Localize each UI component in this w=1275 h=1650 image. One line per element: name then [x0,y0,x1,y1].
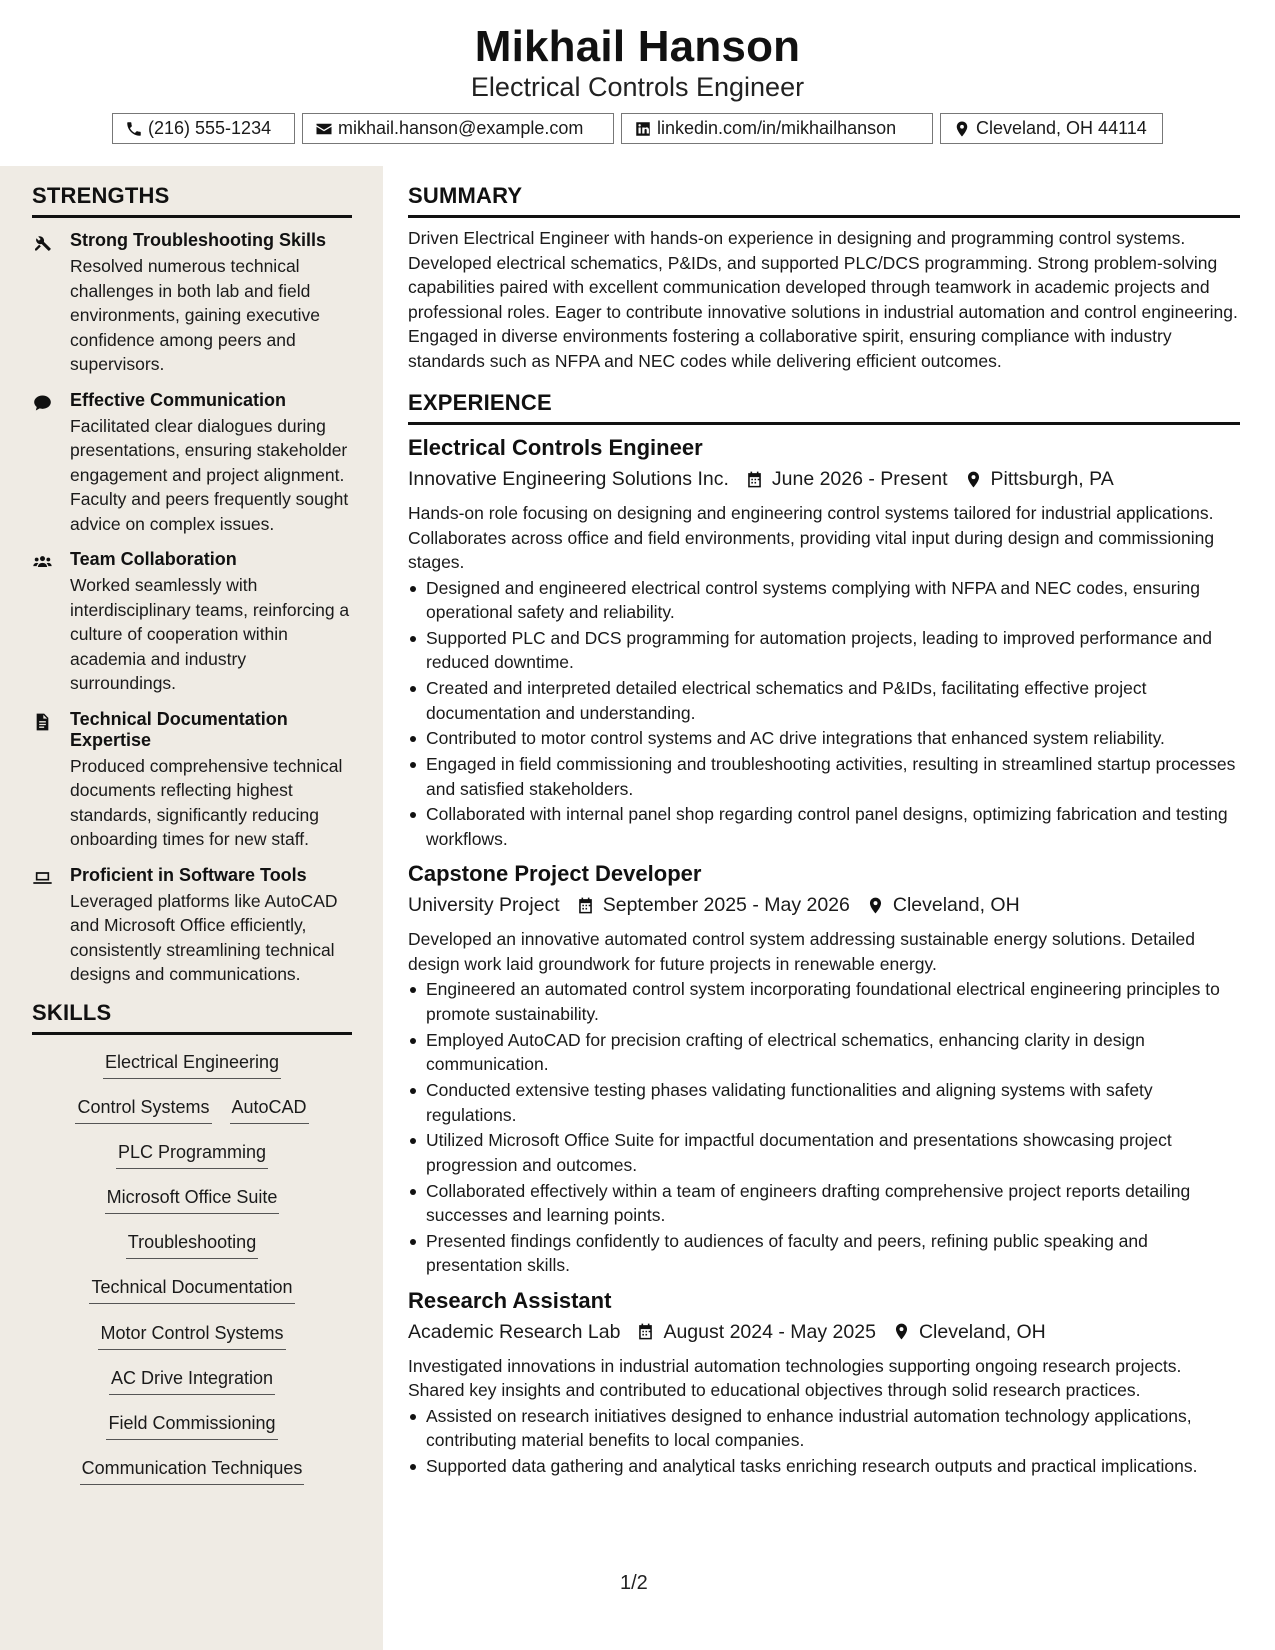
job-location: Pittsburgh, PA [990,468,1114,490]
strength-item [32,709,352,852]
job-entry [408,859,1240,1277]
strength-desc: Produced comprehensive technical documents reflecting highest standards, significantly reducing onboarding times for new staff. [70,755,343,849]
job-company: University Project [408,894,560,917]
contact-phone-text: (216) 555-1234 [148,118,272,138]
strength-item [32,390,352,537]
phone-icon [125,120,143,138]
job-entry [408,433,1240,851]
strength-desc: Resolved numerous technical challenges in both lab and field environments, gaining executive confidence among peers and supervisors. [70,256,321,374]
summary-heading: SUMMARY [408,183,1240,218]
skill-tag: Microsoft Office Suite [105,1185,280,1214]
strengths-heading: STRENGTHS [32,183,352,218]
job-bullet: Collaborated with internal panel shop regarding control panel designs, optimizing fabrication and testing workflows. [408,802,1240,851]
skill-tag: Technical Documentation [89,1275,294,1304]
skill-tag: AutoCAD [230,1095,309,1124]
job-description: Hands-on role focusing on designing and engineering control systems tailored for industrial applications. Collaborates across office and field environments, providing vital input during design and commissioning stages. [408,503,1215,572]
job-bullet: Presented findings confidently to audiences of faculty and peers, refining public speaking and presentation skills. [408,1229,1240,1278]
job-bullet: Employed AutoCAD for precision crafting of electrical schematics, enhancing clarity in design communication. [408,1028,1240,1077]
contact-phone[interactable] [112,113,295,144]
strength-desc: Facilitated clear dialogues during presentations, ensuring stakeholder engagement and project alignment. Faculty and peers frequently sought advice on complex issues. [70,415,349,534]
job-bullets [408,1404,1240,1479]
job-location: Cleveland, OH [892,894,1020,917]
page-number: 1/2 [620,1572,648,1594]
laptop-icon [32,868,53,888]
sidebar [0,166,383,1650]
contact-location [940,113,1163,144]
team-icon [32,552,53,572]
contact-email-text: mikhail.hanson@example.com [338,118,584,138]
candidate-title: Electrical Controls Engineer [470,72,805,102]
strength-title: Effective Communication [70,389,287,410]
job-location: Cleveland, OH [918,1320,1046,1343]
job-description: Investigated innovations in industrial automation technologies supporting ongoing research projects. Shared key insights and contributed to educational objectives through solid research practices. [408,1355,1182,1401]
job-dates: August 2024 - May 2025 [663,1320,876,1343]
skill-tag: Motor Control Systems [98,1321,285,1350]
contact-linkedin-text: linkedin.com/in/mikhailhanson [657,118,897,138]
strength-item [32,549,352,696]
candidate-name: Mikhail Hanson [474,22,801,71]
map-pin-icon [892,1322,911,1341]
strength-title: Team Collaboration [70,549,237,569]
job-bullet: Conducted extensive testing phases validating functionalities and aligning systems with safety regulations. [408,1078,1240,1127]
calendar-icon [576,896,595,915]
job-dates: September 2025 - May 2026 [602,894,850,917]
job-company: Innovative Engineering Solutions Inc. [408,468,729,490]
skill-tag: Communication Techniques [80,1456,305,1485]
job-company: Academic Research Lab [408,1320,621,1343]
job-bullet: Created and interpreted detailed electrical schematics and P&IDs, facilitating effective project documentation and understanding. [408,676,1240,725]
skill-tag: AC Drive Integration [109,1366,275,1395]
strength-desc: Worked seamlessly with interdisciplinary teams, reinforcing a culture of cooperation within academia and industry surroundings. [70,575,350,693]
calendar-icon [636,1322,655,1341]
contact-bar [0,113,1275,144]
strengths-list [32,230,352,987]
job-bullet: Contributed to motor control systems and AC drive integrations that enhanced system reliability. [408,726,1240,751]
envelope-icon [315,120,333,138]
linkedin-icon [634,120,652,138]
strength-item [32,230,352,377]
map-pin-icon [953,120,971,138]
strength-title: Technical Documentation Expertise [70,708,288,750]
contact-linkedin[interactable] [621,113,933,144]
skill-tag: Field Commissioning [106,1411,277,1440]
job-bullet: Utilized Microsoft Office Suite for impactful documentation and presentations showcasing project progression and outcomes. [408,1128,1240,1177]
map-pin-icon [866,896,885,915]
job-bullet: Designed and engineered electrical control systems complying with NFPA and NEC codes, ensuring operational safety and reliability. [408,576,1240,625]
strength-item [32,865,352,987]
job-bullet: Supported PLC and DCS programming for automation projects, leading to improved performance and reduced downtime. [408,626,1240,675]
contact-location-text: Cleveland, OH 44114 [976,118,1147,138]
job-bullets [408,977,1240,1277]
job-title: Electrical Controls Engineer [408,435,703,460]
speech-bubble-icon [32,393,53,413]
job-dates: June 2026 - Present [771,468,948,490]
experience-heading: EXPERIENCE [408,390,1240,425]
main-content [408,166,1240,1480]
job-bullet: Engaged in field commissioning and troubleshooting activities, resulting in streamlined startup processes and satisfied stakeholders. [408,752,1240,801]
job-title: Capstone Project Developer [408,861,702,887]
resume-header [0,0,1275,166]
skill-tag: PLC Programming [116,1140,268,1169]
job-description: Developed an innovative automated control system addressing sustainable energy solutions. Detailed design work laid groundwork for future projects in renewable energy. [408,929,1195,974]
skills-heading: SKILLS [32,1000,352,1035]
skills-list [32,1050,352,1502]
skill-tag: Control Systems [75,1095,211,1124]
job-bullet: Supported data gathering and analytical tasks enriching research outputs and practical implications. [408,1454,1240,1479]
strength-desc: Leveraged platforms like AutoCAD and Microsoft Office efficiently, consistently streamlining technical designs and communications. [70,890,338,984]
skill-tag: Electrical Engineering [103,1050,281,1079]
map-pin-icon [964,470,983,489]
calendar-icon [745,470,764,489]
job-bullets [408,576,1240,852]
tools-icon [32,233,53,253]
job-bullet: Engineered an automated control system incorporating foundational electrical engineering principles to promote sustainability. [408,977,1240,1026]
contact-email[interactable] [302,113,614,144]
job-bullet: Assisted on research initiatives designed to enhance industrial automation technology applications, contributing material benefits to local companies. [408,1404,1240,1453]
job-title: Research Assistant [408,1287,612,1313]
job-entry [408,1286,1240,1479]
strength-title: Proficient in Software Tools [70,864,307,885]
document-icon [32,712,53,732]
strength-title: Strong Troubleshooting Skills [70,230,327,250]
job-bullet: Collaborated effectively within a team of engineers drafting comprehensive project reports detailing successes and learning points. [408,1179,1240,1228]
summary-text: Driven Electrical Engineer with hands-on experience in designing and programming control systems. Developed electrical schematics, P&IDs, and supported PLC/DCS programming. Strong problem-solving capabilities paired with excellent communication developed through teamwork in academic projects and professional roles. Eager to contribute innovative solutions in industrial automation and control engineering. Engaged in diverse environments fostering a collaborative spirit, ensuring compliance with industry standards such as NFPA and NEC codes while delivering efficient outcomes. [408,228,1238,371]
skill-tag: Troubleshooting [126,1230,258,1259]
